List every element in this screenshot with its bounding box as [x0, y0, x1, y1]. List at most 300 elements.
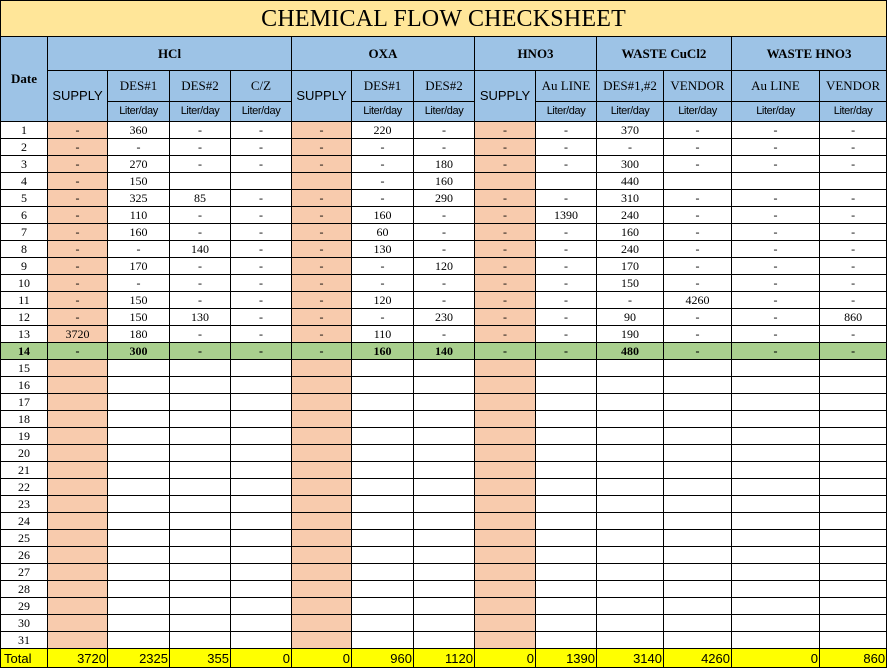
cell-hcl-des-1 [108, 547, 170, 564]
cell-hcl-des-2: - [170, 207, 231, 224]
cell-waste-hno3-au-line [732, 479, 820, 496]
cell-waste-hno3-au-line: - [732, 275, 820, 292]
date-cell: 8 [1, 241, 48, 258]
date-cell: 7 [1, 224, 48, 241]
cell-waste-hno3-vendor: - [820, 139, 887, 156]
cell-waste-hno3-vendor: - [820, 224, 887, 241]
cell-hcl-des-2 [170, 428, 231, 445]
cell-hno3-au-line: - [536, 156, 597, 173]
cell-hcl-des-1: 180 [108, 326, 170, 343]
cell-waste-cucl2-des-1-2 [597, 564, 664, 581]
cell-hno3-supply [475, 513, 536, 530]
total-hno3-au-line: 1390 [536, 649, 597, 668]
cell-hcl-supply [48, 632, 108, 649]
cell-hcl-supply [48, 547, 108, 564]
cell-oxa-des-2: 230 [414, 309, 475, 326]
cell-hno3-au-line [536, 632, 597, 649]
cell-oxa-des-1: - [352, 156, 414, 173]
cell-hcl-des-2 [170, 513, 231, 530]
table-row [1, 139, 887, 156]
cell-oxa-supply: - [292, 275, 352, 292]
cell-oxa-des-1 [352, 496, 414, 513]
cell-waste-hno3-au-line: - [732, 190, 820, 207]
cell-oxa-des-2: 140 [414, 343, 475, 360]
cell-waste-hno3-vendor [820, 411, 887, 428]
column-header-hcl-des2: DES#2 [170, 71, 231, 102]
cell-waste-cucl2-vendor [664, 479, 732, 496]
cell-hcl-des-2: - [170, 275, 231, 292]
cell-waste-hno3-au-line: - [732, 258, 820, 275]
cell-waste-cucl2-des-1-2: 150 [597, 275, 664, 292]
column-header-waste-hno3-vendor: VENDOR [820, 71, 887, 102]
cell-waste-hno3-vendor [820, 394, 887, 411]
cell-hcl-c-z [231, 445, 292, 462]
cell-oxa-supply: - [292, 190, 352, 207]
cell-waste-hno3-vendor: - [820, 275, 887, 292]
cell-hno3-supply: - [475, 139, 536, 156]
cell-hcl-supply: - [48, 224, 108, 241]
cell-waste-cucl2-vendor: - [664, 156, 732, 173]
cell-hno3-au-line [536, 360, 597, 377]
cell-hno3-supply [475, 360, 536, 377]
cell-hno3-supply [475, 173, 536, 190]
cell-oxa-des-2 [414, 530, 475, 547]
cell-waste-hno3-vendor [820, 530, 887, 547]
date-cell: 19 [1, 428, 48, 445]
cell-hcl-c-z [231, 360, 292, 377]
cell-hno3-supply [475, 377, 536, 394]
cell-hcl-supply [48, 428, 108, 445]
cell-hno3-supply [475, 479, 536, 496]
table-row [1, 292, 887, 309]
cell-hcl-supply [48, 564, 108, 581]
cell-oxa-des-2 [414, 581, 475, 598]
cell-hcl-des-2: - [170, 122, 231, 139]
cell-hcl-des-1 [108, 598, 170, 615]
cell-hcl-des-1 [108, 564, 170, 581]
cell-oxa-des-2 [414, 513, 475, 530]
table-row [1, 479, 887, 496]
cell-hno3-supply [475, 462, 536, 479]
cell-hno3-supply: - [475, 275, 536, 292]
cell-hcl-des-1: - [108, 139, 170, 156]
date-cell: 29 [1, 598, 48, 615]
total-oxa-des-1: 960 [352, 649, 414, 668]
cell-oxa-des-1: 160 [352, 207, 414, 224]
cell-waste-cucl2-vendor [664, 445, 732, 462]
date-cell: 1 [1, 122, 48, 139]
cell-waste-cucl2-vendor [664, 564, 732, 581]
cell-oxa-des-1: 220 [352, 122, 414, 139]
cell-hcl-des-2 [170, 547, 231, 564]
total-waste-hno3-au-line: 0 [732, 649, 820, 668]
cell-hcl-supply [48, 394, 108, 411]
cell-hno3-au-line: - [536, 326, 597, 343]
cell-hcl-des-1: 300 [108, 343, 170, 360]
cell-oxa-des-1: - [352, 190, 414, 207]
cell-oxa-des-2 [414, 377, 475, 394]
cell-hcl-c-z [231, 513, 292, 530]
cell-oxa-des-2 [414, 615, 475, 632]
cell-hcl-supply [48, 411, 108, 428]
total-hcl-des-2: 355 [170, 649, 231, 668]
cell-hcl-supply [48, 360, 108, 377]
date-cell: 24 [1, 513, 48, 530]
table-row [1, 598, 887, 615]
cell-waste-cucl2-vendor: - [664, 224, 732, 241]
table-row [1, 581, 887, 598]
cell-waste-cucl2-vendor [664, 496, 732, 513]
cell-hcl-des-2 [170, 496, 231, 513]
cell-hcl-des-2 [170, 360, 231, 377]
column-header-waste-cucl2-vendor: VENDOR [664, 71, 732, 102]
cell-hcl-supply [48, 513, 108, 530]
cell-hcl-des-2: - [170, 224, 231, 241]
cell-waste-cucl2-vendor [664, 173, 732, 190]
cell-oxa-supply [292, 513, 352, 530]
table-row [1, 530, 887, 547]
cell-waste-cucl2-vendor [664, 462, 732, 479]
cell-hcl-c-z [231, 547, 292, 564]
cell-hcl-supply: - [48, 343, 108, 360]
total-hcl-c-z: 0 [231, 649, 292, 668]
date-cell: 28 [1, 581, 48, 598]
table-row [1, 122, 887, 139]
cell-waste-cucl2-vendor: - [664, 275, 732, 292]
cell-hno3-supply [475, 581, 536, 598]
cell-waste-hno3-vendor [820, 581, 887, 598]
column-header-hcl-supply: SUPPLY [48, 71, 108, 122]
total-waste-cucl2-vendor: 4260 [664, 649, 732, 668]
table-row [1, 394, 887, 411]
cell-waste-hno3-au-line [732, 615, 820, 632]
total-label: Total [1, 649, 48, 668]
cell-hcl-des-2 [170, 564, 231, 581]
cell-hno3-supply [475, 428, 536, 445]
cell-hno3-supply: - [475, 326, 536, 343]
date-cell: 27 [1, 564, 48, 581]
cell-oxa-supply: - [292, 122, 352, 139]
cell-hno3-supply: - [475, 258, 536, 275]
cell-oxa-des-1: - [352, 139, 414, 156]
cell-waste-hno3-au-line [732, 530, 820, 547]
cell-hcl-des-1 [108, 360, 170, 377]
cell-hno3-supply: - [475, 224, 536, 241]
cell-hcl-des-1: 170 [108, 258, 170, 275]
cell-waste-cucl2-des-1-2: 170 [597, 258, 664, 275]
cell-hcl-des-1 [108, 513, 170, 530]
cell-waste-cucl2-des-1-2 [597, 428, 664, 445]
table-row [1, 224, 887, 241]
cell-oxa-des-1 [352, 547, 414, 564]
cell-hcl-c-z [231, 428, 292, 445]
cell-waste-hno3-vendor [820, 445, 887, 462]
cell-hcl-des-2: - [170, 326, 231, 343]
cell-oxa-supply [292, 530, 352, 547]
unit-label-waste-hno3-vendor: Liter/day [820, 102, 887, 122]
cell-waste-cucl2-des-1-2 [597, 496, 664, 513]
table-row [1, 207, 887, 224]
table-row [1, 360, 887, 377]
cell-oxa-des-1: 160 [352, 343, 414, 360]
cell-hno3-supply [475, 547, 536, 564]
cell-oxa-des-1 [352, 411, 414, 428]
cell-hno3-au-line [536, 411, 597, 428]
cell-oxa-des-2 [414, 411, 475, 428]
date-cell: 21 [1, 462, 48, 479]
cell-waste-hno3-au-line: - [732, 207, 820, 224]
cell-hcl-supply: - [48, 122, 108, 139]
cell-hno3-supply: - [475, 122, 536, 139]
group-header-hno3: HNO3 [475, 37, 597, 71]
cell-oxa-des-1 [352, 360, 414, 377]
cell-oxa-des-2 [414, 564, 475, 581]
cell-oxa-supply: - [292, 292, 352, 309]
cell-oxa-des-2: - [414, 275, 475, 292]
cell-waste-cucl2-vendor [664, 377, 732, 394]
cell-waste-cucl2-vendor: - [664, 326, 732, 343]
cell-waste-hno3-au-line [732, 428, 820, 445]
cell-waste-hno3-au-line [732, 598, 820, 615]
cell-hcl-c-z [231, 377, 292, 394]
cell-hno3-au-line [536, 564, 597, 581]
cell-waste-cucl2-des-1-2 [597, 530, 664, 547]
cell-waste-cucl2-des-1-2: - [597, 139, 664, 156]
column-header-hno3-au-line: Au LINE [536, 71, 597, 102]
total-hno3-supply: 0 [475, 649, 536, 668]
table-row [1, 326, 887, 343]
cell-hcl-c-z [231, 632, 292, 649]
total-hcl-des-1: 2325 [108, 649, 170, 668]
cell-hno3-supply [475, 598, 536, 615]
cell-hcl-des-2: - [170, 139, 231, 156]
cell-oxa-des-1 [352, 530, 414, 547]
cell-oxa-des-2: 160 [414, 173, 475, 190]
cell-waste-cucl2-des-1-2 [597, 615, 664, 632]
cell-waste-hno3-au-line [732, 547, 820, 564]
cell-oxa-des-1: - [352, 258, 414, 275]
column-header-oxa-des2: DES#2 [414, 71, 475, 102]
cell-waste-cucl2-vendor [664, 360, 732, 377]
cell-oxa-supply: - [292, 258, 352, 275]
cell-hcl-des-1: 270 [108, 156, 170, 173]
cell-waste-hno3-vendor: - [820, 258, 887, 275]
cell-waste-hno3-au-line [732, 394, 820, 411]
table-row [1, 190, 887, 207]
cell-hcl-des-1: 360 [108, 122, 170, 139]
cell-hno3-supply: - [475, 292, 536, 309]
cell-hno3-supply [475, 445, 536, 462]
date-cell: 30 [1, 615, 48, 632]
column-header-waste-hno3-au-line: Au LINE [732, 71, 820, 102]
cell-hcl-des-2 [170, 615, 231, 632]
cell-oxa-des-2 [414, 479, 475, 496]
cell-hcl-c-z: - [231, 207, 292, 224]
unit-label-waste-cucl2-des: Liter/day [597, 102, 664, 122]
cell-hno3-au-line: - [536, 139, 597, 156]
cell-waste-cucl2-vendor [664, 513, 732, 530]
cell-hcl-des-1 [108, 428, 170, 445]
table-row [1, 615, 887, 632]
table-row [1, 411, 887, 428]
cell-hcl-des-2: - [170, 258, 231, 275]
cell-hno3-au-line [536, 496, 597, 513]
cell-waste-hno3-vendor [820, 377, 887, 394]
cell-hno3-au-line [536, 462, 597, 479]
cell-waste-hno3-vendor: - [820, 207, 887, 224]
date-cell: 31 [1, 632, 48, 649]
cell-hno3-au-line: - [536, 292, 597, 309]
group-header-row [1, 37, 887, 71]
cell-hcl-des-1: 150 [108, 292, 170, 309]
unit-header-row [1, 102, 887, 122]
total-oxa-des-2: 1120 [414, 649, 475, 668]
cell-waste-cucl2-des-1-2: 370 [597, 122, 664, 139]
cell-hno3-au-line [536, 530, 597, 547]
cell-hcl-des-2: - [170, 156, 231, 173]
cell-oxa-des-2: 120 [414, 258, 475, 275]
cell-hno3-supply [475, 496, 536, 513]
cell-hcl-des-2: 130 [170, 309, 231, 326]
cell-oxa-supply [292, 615, 352, 632]
table-row [1, 275, 887, 292]
table-row [1, 496, 887, 513]
cell-waste-cucl2-des-1-2 [597, 394, 664, 411]
cell-waste-cucl2-des-1-2: 440 [597, 173, 664, 190]
cell-waste-hno3-vendor: - [820, 122, 887, 139]
cell-hcl-c-z: - [231, 156, 292, 173]
cell-waste-hno3-au-line: - [732, 139, 820, 156]
cell-oxa-supply: - [292, 156, 352, 173]
cell-oxa-des-1 [352, 428, 414, 445]
cell-oxa-supply [292, 462, 352, 479]
date-cell: 4 [1, 173, 48, 190]
cell-oxa-des-2: - [414, 207, 475, 224]
cell-hcl-supply: - [48, 258, 108, 275]
cell-hcl-des-1 [108, 479, 170, 496]
cell-waste-hno3-vendor [820, 479, 887, 496]
cell-hcl-c-z [231, 496, 292, 513]
cell-waste-cucl2-vendor: - [664, 309, 732, 326]
cell-hcl-c-z: - [231, 190, 292, 207]
cell-waste-cucl2-des-1-2: 190 [597, 326, 664, 343]
cell-waste-cucl2-vendor: - [664, 241, 732, 258]
cell-hcl-des-1: 150 [108, 173, 170, 190]
table-header [1, 1, 887, 122]
date-cell: 2 [1, 139, 48, 156]
cell-hcl-c-z [231, 615, 292, 632]
cell-oxa-des-2: - [414, 122, 475, 139]
cell-waste-cucl2-des-1-2 [597, 581, 664, 598]
cell-hno3-au-line: - [536, 122, 597, 139]
cell-oxa-des-2: - [414, 241, 475, 258]
cell-oxa-supply [292, 411, 352, 428]
group-header-waste-hno3: WASTE HNO3 [732, 37, 887, 71]
cell-oxa-des-1 [352, 445, 414, 462]
date-cell: 26 [1, 547, 48, 564]
cell-waste-hno3-au-line: - [732, 292, 820, 309]
cell-hcl-c-z: - [231, 326, 292, 343]
cell-waste-hno3-au-line: - [732, 156, 820, 173]
cell-hcl-supply [48, 581, 108, 598]
cell-hno3-supply: - [475, 156, 536, 173]
cell-oxa-des-2: 180 [414, 156, 475, 173]
cell-waste-cucl2-des-1-2: - [597, 292, 664, 309]
cell-hcl-c-z: - [231, 241, 292, 258]
cell-hcl-des-1: - [108, 275, 170, 292]
cell-waste-hno3-au-line [732, 377, 820, 394]
cell-hno3-au-line: - [536, 309, 597, 326]
column-header-oxa-supply: SUPPLY [292, 71, 352, 122]
date-cell: 23 [1, 496, 48, 513]
date-cell: 17 [1, 394, 48, 411]
column-header-waste-cucl2-des: DES#1,#2 [597, 71, 664, 102]
cell-oxa-supply [292, 173, 352, 190]
cell-waste-hno3-vendor: - [820, 343, 887, 360]
cell-waste-cucl2-des-1-2 [597, 632, 664, 649]
cell-hno3-supply [475, 411, 536, 428]
cell-waste-cucl2-des-1-2 [597, 411, 664, 428]
cell-hcl-supply [48, 377, 108, 394]
cell-oxa-des-1 [352, 632, 414, 649]
unit-label-waste-hno3-au-line: Liter/day [732, 102, 820, 122]
cell-oxa-des-2: - [414, 292, 475, 309]
cell-oxa-supply: - [292, 207, 352, 224]
cell-waste-cucl2-des-1-2 [597, 598, 664, 615]
cell-hcl-supply: - [48, 156, 108, 173]
cell-oxa-supply [292, 445, 352, 462]
cell-oxa-des-1: 110 [352, 326, 414, 343]
cell-hcl-c-z: - [231, 122, 292, 139]
column-header-hcl-cz: C/Z [231, 71, 292, 102]
cell-hno3-supply: - [475, 309, 536, 326]
cell-oxa-des-1 [352, 598, 414, 615]
column-header-hno3-supply: SUPPLY [475, 71, 536, 122]
cell-hcl-des-1 [108, 394, 170, 411]
table-row [1, 241, 887, 258]
cell-oxa-des-1 [352, 394, 414, 411]
cell-waste-hno3-vendor: 860 [820, 309, 887, 326]
cell-hcl-des-2 [170, 479, 231, 496]
cell-waste-hno3-au-line [732, 632, 820, 649]
cell-oxa-supply [292, 377, 352, 394]
date-cell: 11 [1, 292, 48, 309]
date-cell: 6 [1, 207, 48, 224]
cell-hcl-c-z: - [231, 343, 292, 360]
cell-waste-cucl2-des-1-2 [597, 377, 664, 394]
unit-label-hcl-des2: Liter/day [170, 102, 231, 122]
cell-waste-cucl2-vendor [664, 615, 732, 632]
cell-waste-cucl2-vendor [664, 598, 732, 615]
cell-oxa-supply [292, 564, 352, 581]
cell-oxa-supply [292, 547, 352, 564]
cell-hno3-supply [475, 632, 536, 649]
cell-waste-hno3-vendor [820, 598, 887, 615]
cell-waste-hno3-vendor [820, 360, 887, 377]
cell-waste-hno3-au-line [732, 581, 820, 598]
cell-hcl-des-2 [170, 632, 231, 649]
cell-waste-cucl2-vendor [664, 394, 732, 411]
cell-oxa-supply: - [292, 343, 352, 360]
date-cell: 3 [1, 156, 48, 173]
date-cell: 22 [1, 479, 48, 496]
cell-hcl-des-2 [170, 530, 231, 547]
cell-hno3-au-line [536, 428, 597, 445]
cell-oxa-des-1: 130 [352, 241, 414, 258]
cell-waste-hno3-au-line: - [732, 326, 820, 343]
cell-oxa-des-2 [414, 632, 475, 649]
date-column-header: Date [1, 37, 48, 122]
